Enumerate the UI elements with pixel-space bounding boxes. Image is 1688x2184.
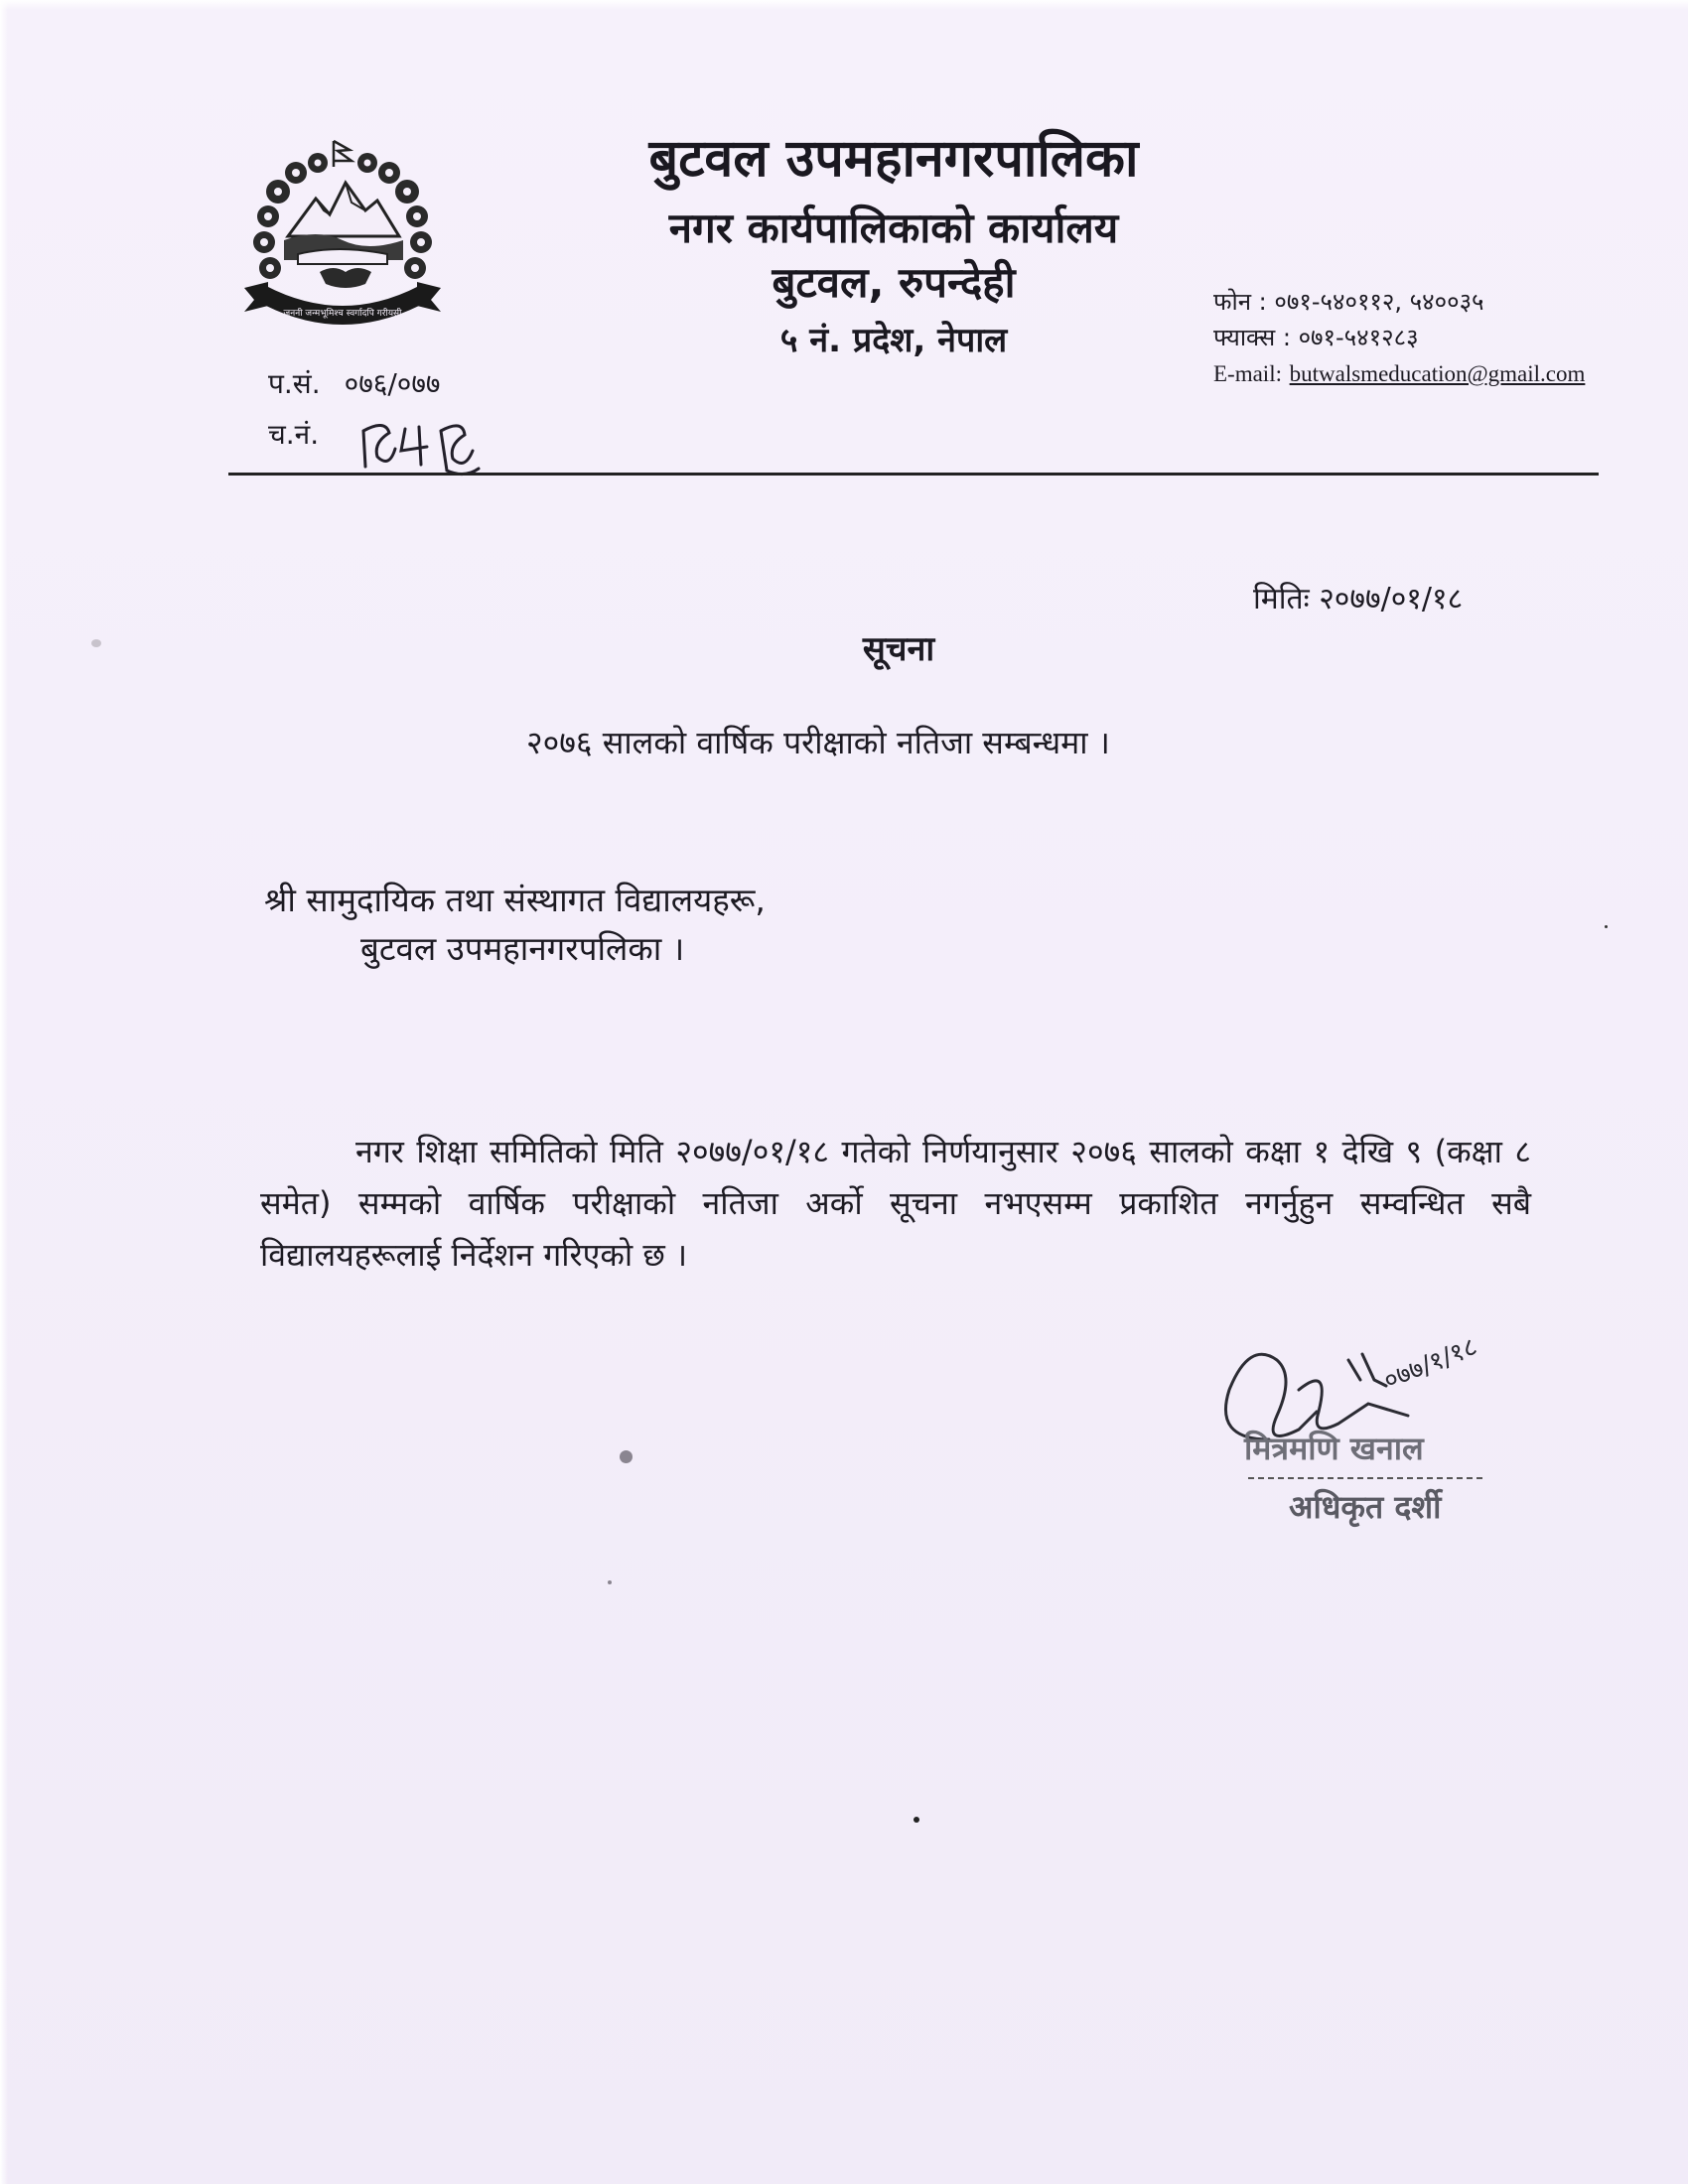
phone-label: फोन : bbox=[1213, 288, 1267, 316]
phone-value: ०७१-५४०११२, ५४००३५ bbox=[1274, 288, 1484, 316]
emblem-motto: जननी जन्मभूमिश्च स्वर्गादपि गरीयसी bbox=[283, 309, 402, 319]
addressee-line-2: बुटवल उपमहानगरपलिका । bbox=[360, 929, 685, 968]
signature-scribble bbox=[1199, 1320, 1527, 1509]
fiscal-year-ref bbox=[268, 364, 440, 402]
org-name: बुटवल उपमहानगरपालिका bbox=[648, 129, 1139, 189]
fiscal-year-label: प.सं. bbox=[268, 367, 321, 400]
notice-date bbox=[1253, 577, 1463, 617]
office-name: नगर कार्यपालिकाको कार्यालय bbox=[668, 204, 1119, 252]
fax-line bbox=[1213, 320, 1585, 355]
fiscal-year-value: ०७६/०७७ bbox=[344, 367, 441, 400]
email-link[interactable]: butwalsmeducation@gmail.com bbox=[1289, 361, 1586, 386]
date-label: मितिः bbox=[1253, 582, 1310, 616]
nepal-emblem-icon bbox=[238, 137, 447, 336]
scan-speck bbox=[91, 639, 101, 647]
phone-line bbox=[1213, 284, 1585, 320]
date-value: २०७७/०१/१८ bbox=[1319, 582, 1464, 616]
notice-body: नगर शिक्षा समितिको मिति २०७७/०१/१८ गतेको निर्णयानुसार २०७६ सालको कक्षा १ देखि ९ (कक्षा ८ समेत) सम्मको वार्षिक परीक्षाको नतिजा अर्को सूचना नभएसम्म प्रकाशित नगर्नुहुन सम्वन्धित सबै विद्यालयहरूलाई निर्देशन गरिएको छ । bbox=[260, 1133, 1531, 1274]
email-label: E-mail: bbox=[1213, 361, 1282, 386]
scan-speck bbox=[914, 1817, 919, 1823]
notice-subject: २०७६ सालको वार्षिक परीक्षाको नतिजा सम्बन्धमा । bbox=[526, 724, 1110, 761]
page-edge-left bbox=[0, 0, 8, 2184]
dispatch-number-ref bbox=[268, 415, 319, 453]
addressee-line-1: श्री सामुदायिक तथा संस्थागत विद्यालयहरू, bbox=[264, 881, 766, 919]
scan-speck bbox=[620, 1450, 633, 1463]
dispatch-number-label: च.नं. bbox=[268, 418, 320, 451]
letterhead-divider bbox=[228, 473, 1599, 476]
email-line bbox=[1213, 355, 1585, 392]
office-location: बुटवल, रुपन्देही bbox=[772, 258, 1016, 307]
signature-date: ०७७/१/१८ bbox=[1379, 1331, 1482, 1397]
fax-label: फ्याक्स : bbox=[1213, 324, 1291, 351]
province: ५ नं. प्रदेश, नेपाल bbox=[779, 321, 1008, 360]
fax-value: ०७१-५४१२८३ bbox=[1298, 324, 1419, 351]
contact-block bbox=[1213, 284, 1585, 392]
scan-speck bbox=[608, 1580, 612, 1584]
signatory-title: अधिकृत दर्शी bbox=[1289, 1488, 1442, 1526]
scan-speck bbox=[1605, 925, 1608, 928]
handwritten-dispatch-number bbox=[355, 409, 494, 478]
signature-dashed-line bbox=[1248, 1477, 1482, 1479]
notice-title: सूचना bbox=[862, 629, 935, 669]
signatory-name: मित्रमणि खनाल bbox=[1244, 1430, 1424, 1467]
page-edge-top bbox=[0, 0, 1688, 10]
